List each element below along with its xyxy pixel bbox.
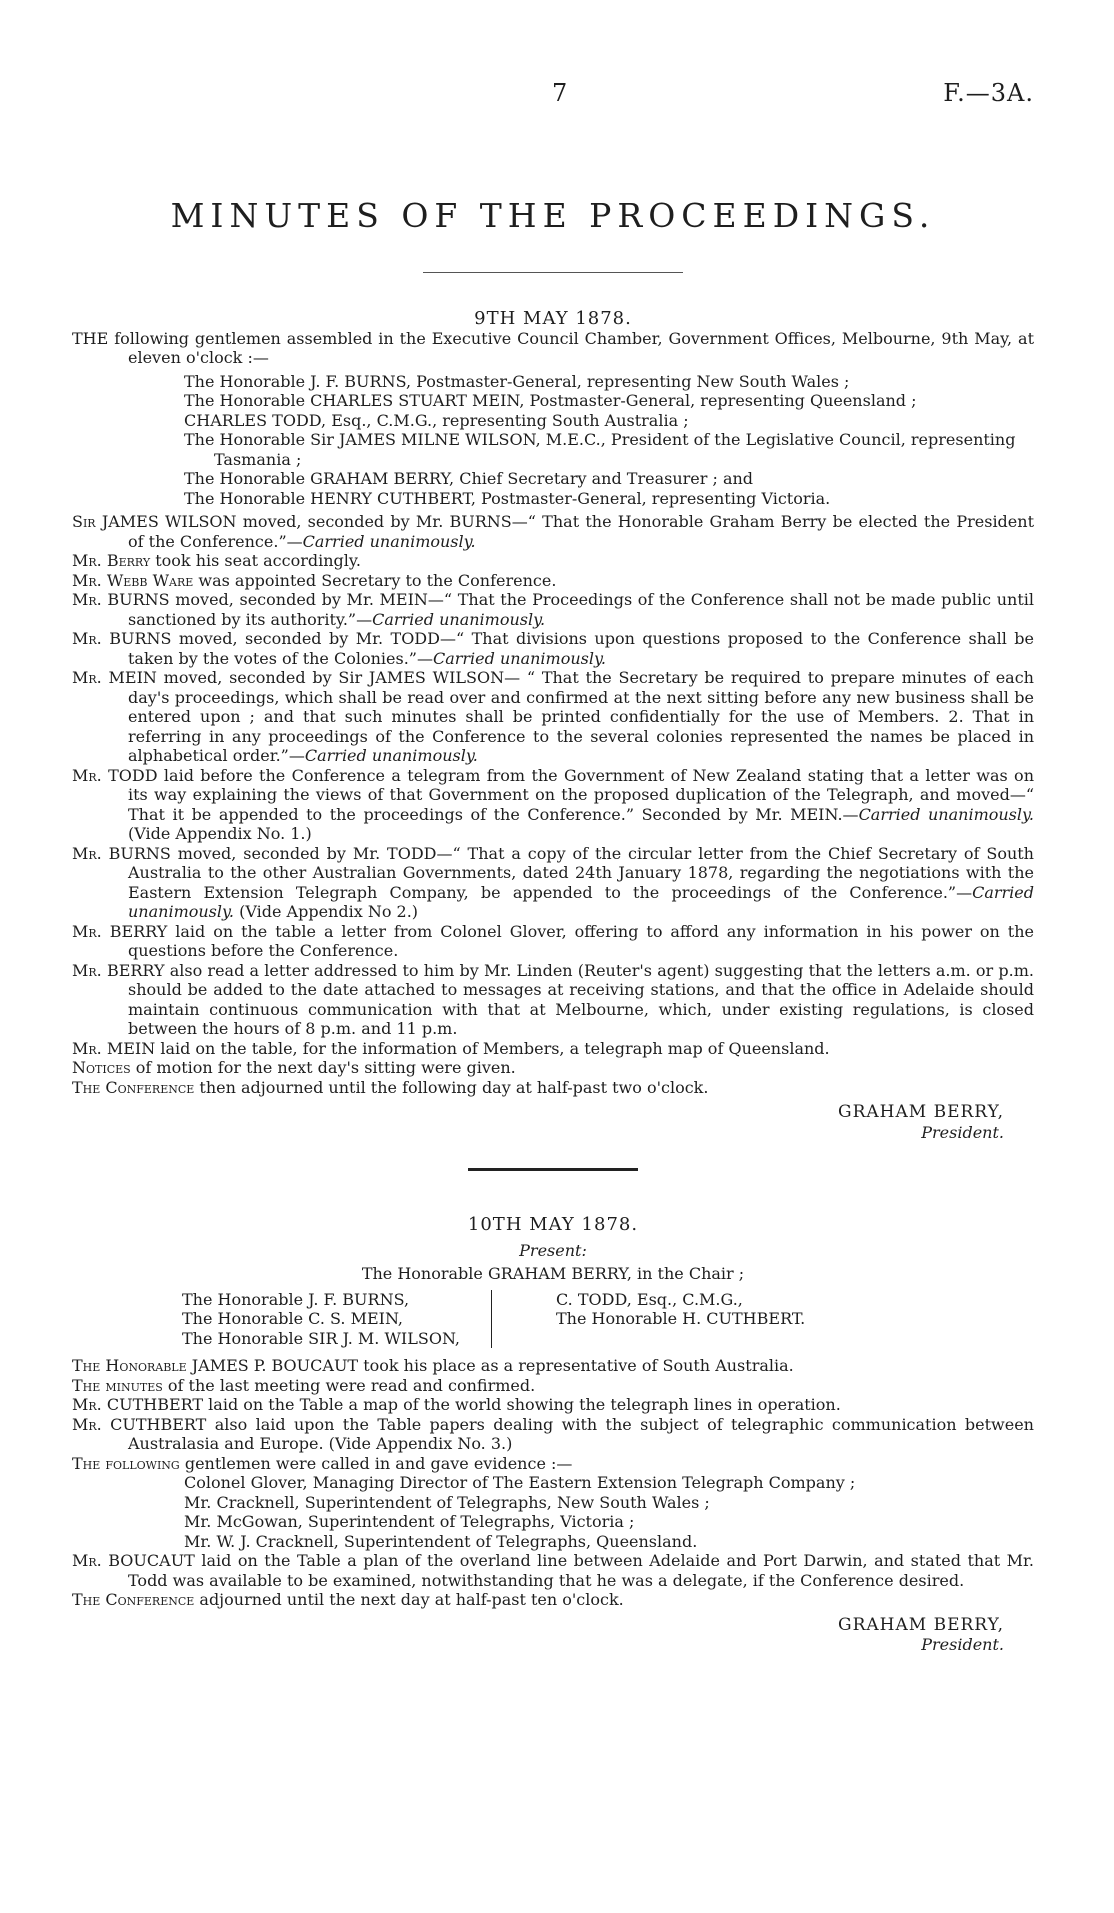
- minute-text: laid before the Conference a telegram from the Government of New Zealand stating that a letter was on its way explaining the views of that Government on the proposed duplication of the Telegraph, and moved—“ That it be appended to the proceedings of the Conference.” Seconded by Mr. MEIN.—: [128, 765, 1034, 824]
- witness-item: Mr. Cracknell, Superintendent of Telegraphs, New South Wales ;: [184, 1492, 710, 1512]
- minute-lead: Mr. MEIN: [72, 668, 157, 687]
- minute-resolution: Carried unanimously.: [302, 531, 476, 551]
- attendee-item: CHARLES TODD, Esq., C.M.G., representing South Australia ;: [184, 410, 689, 430]
- minute-resolution: Carried unanimously.: [372, 609, 546, 629]
- day-one-signature: [72, 1103, 1034, 1142]
- minute-item: [72, 1078, 1034, 1098]
- present-heading: Present:: [519, 1240, 587, 1260]
- minute-text: laid on the Table a map of the world showing the telegraph lines in operation.: [203, 1395, 841, 1414]
- minute-item: [72, 844, 1034, 922]
- minute-text: took his seat accordingly.: [150, 551, 361, 570]
- day-two-minute-items: [72, 1356, 1034, 1473]
- minute-item: [72, 1058, 1034, 1078]
- witness-list: [72, 1473, 1034, 1551]
- signature-title: President.: [921, 1635, 1004, 1654]
- minute-text: then adjourned until the following day at half-past two o'clock.: [194, 1077, 709, 1097]
- minute-lead: Mr. BOUCAUT: [72, 1551, 195, 1570]
- present-members: [72, 1290, 1034, 1349]
- day-divider: [468, 1168, 638, 1171]
- present-member: The Honorable C. S. MEIN,: [182, 1309, 404, 1328]
- minute-lead: Mr. BERRY: [72, 921, 168, 941]
- minute-item: [72, 512, 1034, 551]
- minute-lead: Mr. Berry: [72, 551, 151, 570]
- minute-lead: Mr. BURNS: [72, 843, 171, 863]
- minute-lead: The following: [72, 1453, 180, 1473]
- minute-lead: Mr. BURNS: [72, 629, 172, 648]
- minute-lead: Mr. MEIN: [72, 1038, 156, 1058]
- minute-lead: The minutes: [72, 1375, 163, 1395]
- minute-lead: Mr. BURNS: [72, 590, 170, 609]
- minute-lead: Mr. TODD: [72, 765, 158, 785]
- attendee-item: The Honorable CHARLES STUART MEIN, Postmaster-General, representing Queensland ;: [184, 391, 917, 410]
- signature-name: GRAHAM BERRY,: [838, 1102, 1004, 1122]
- present-member: The Honorable SIR J. M. WILSON,: [182, 1328, 460, 1348]
- minute-lead: The Honorable JAMES P. BOUCAUT: [72, 1356, 359, 1375]
- minute-item: [72, 1551, 1034, 1590]
- day-one-minute-items: [72, 512, 1034, 1097]
- minute-text: also read a letter addressed to him by Mr. Linden (Reuter's agent) suggesting that the letters a.m. or p.m. should be added to the date attached to messages at receiving stations, and that the office in Adelaide should maintain continuous communication with that at Melbourne, which, under existing regulations, is closed between the hours of 8 p.m. and 11 p.m.: [128, 960, 1034, 1038]
- minute-lead: Sir JAMES WILSON: [72, 512, 237, 531]
- minute-text: took his place as a representative of South Australia.: [358, 1356, 794, 1375]
- signature-name: GRAHAM BERRY,: [838, 1614, 1004, 1635]
- minute-text: moved, seconded by Sir JAMES WILSON— “ That the Secretary be required to prepare minutes of each day's proceedings, which shall be read over and confirmed at the next sitting before any new business shall be entered upon ; and that such minutes shall be printed confidentially for the use of Members. 2. That in referring in any proceedings of the Conference to the several colonies represented the names be placed in alphabetical order.”—: [128, 668, 1034, 765]
- intro-lead: THE: [72, 328, 109, 348]
- attendee-list: [72, 372, 1034, 509]
- attendee-item: The Honorable Sir JAMES MILNE WILSON, M.E.C., President of the Legislative Council, representing Tasmania ;: [184, 430, 1016, 469]
- minute-text: laid on the table a letter from Colonel Glover, offering to afford any information in his power on the questions before the Conference.: [128, 921, 1034, 960]
- minute-text: of the last meeting were read and confirmed.: [162, 1375, 536, 1395]
- day-one-minutes: [72, 309, 1034, 1142]
- minute-item: [72, 1376, 1034, 1396]
- minute-item: [72, 1395, 1034, 1415]
- day-two-minutes: [72, 1215, 1034, 1655]
- attendee-item: The Honorable HENRY CUTHBERT, Postmaster-General, representing Victoria.: [184, 488, 831, 508]
- intro-text: following gentlemen assembled in the Executive Council Chamber, Government Offices, Melbourne, 9th May, at eleven o'clock :—: [108, 328, 1034, 367]
- minute-item: [72, 1356, 1034, 1376]
- day-one-date: 9TH MAY 1878.: [474, 308, 632, 329]
- minute-text: moved, seconded by Mr. BURNS—“ That the Honorable Graham Berry be elected the President of the Conference.”—: [128, 512, 1035, 551]
- minute-reference: (Vide Appendix No. 1.): [128, 824, 312, 843]
- signature-title: President.: [921, 1122, 1004, 1142]
- minute-text: moved, seconded by Mr. MEIN—“ That the Proceedings of the Conference shall not be made public until sanctioned by its authority.”—: [128, 590, 1034, 629]
- minute-lead: Mr. BERRY: [72, 960, 165, 980]
- minute-lead: Mr. CUTHBERT: [72, 1395, 204, 1414]
- document-reference: F.—3A.: [943, 79, 1034, 107]
- minute-lead: The Conference: [72, 1077, 195, 1097]
- minute-item: [72, 551, 1034, 571]
- minute-text: was appointed Secretary to the Conference.: [193, 570, 557, 590]
- minute-lead: Mr. Webb Ware: [72, 570, 194, 590]
- day-two-closing-items: [72, 1551, 1034, 1610]
- page-number: 7: [552, 79, 568, 107]
- chair-line: The Honorable GRAHAM BERRY, in the Chair ;: [361, 1264, 745, 1283]
- witness-item: Mr. W. J. Cracknell, Superintendent of Telegraphs, Queensland.: [184, 1531, 698, 1551]
- witness-item: Mr. McGowan, Superintendent of Telegraphs, Victoria ;: [184, 1512, 635, 1531]
- minute-item: [72, 961, 1034, 1039]
- minute-item: [72, 571, 1034, 591]
- intro-paragraph: [72, 329, 1034, 368]
- minute-lead: The Conference: [72, 1590, 195, 1609]
- minute-item: [72, 1590, 1034, 1610]
- minute-item: [72, 1415, 1034, 1454]
- witness-item: Colonel Glover, Managing Director of The Eastern Extension Telegraph Company ;: [184, 1473, 856, 1492]
- minute-item: [72, 629, 1034, 668]
- minute-item: [72, 766, 1034, 844]
- minute-text: moved, seconded by Mr. TODD—“ That a copy of the circular letter from the Chief Secretary of South Australia to the other Australian Governments, dated 24th January 1878, regarding the negotiations with the Eastern Extension Telegraph Company, be appended to the proceedings of the Conference.”—: [128, 843, 1034, 902]
- minute-reference: (Vide Appendix No 2.): [234, 902, 419, 921]
- minute-lead: Notices: [72, 1058, 131, 1077]
- minute-item: [72, 1454, 1034, 1474]
- minute-text: moved, seconded by Mr. TODD—“ That divisions upon questions proposed to the Conference shall be taken by the votes of the Colonies.”—: [128, 629, 1034, 668]
- page-title: MINUTES OF THE PROCEEDINGS.: [170, 196, 936, 235]
- minute-lead: Mr. CUTHBERT: [72, 1414, 207, 1434]
- attendee-item: The Honorable GRAHAM BERRY, Chief Secretary and Treasurer ; and: [184, 469, 754, 488]
- minute-resolution: Carried unanimously.: [128, 882, 1034, 921]
- minute-reference: (Vide Appendix No. 3.): [323, 1434, 513, 1453]
- present-member: The Honorable H. CUTHBERT.: [556, 1309, 806, 1328]
- minute-text: laid on the table, for the information of Members, a telegraph map of Queensland.: [155, 1038, 830, 1058]
- minute-text: of motion for the next day's sitting were given.: [130, 1058, 516, 1077]
- present-member: The Honorable J. F. BURNS,: [182, 1289, 410, 1309]
- attendee-item: The Honorable J. F. BURNS, Postmaster-General, representing New South Wales ;: [184, 371, 850, 391]
- day-two-signature: [72, 1616, 1034, 1655]
- page-header: [72, 79, 1034, 124]
- minute-text: gentlemen were called in and gave evidence :—: [179, 1453, 573, 1473]
- minute-resolution: Carried unanimously.: [432, 648, 606, 668]
- title-divider: [423, 272, 683, 273]
- minute-item: [72, 922, 1034, 961]
- minute-resolution: Carried unanimously.: [858, 804, 1035, 824]
- minute-resolution: Carried unanimously.: [304, 746, 478, 765]
- minute-text: laid on the Table a plan of the overland line between Adelaide and Port Darwin, and stated that Mr. Todd was available to be examined, notwithstanding that he was a delegate, if the Conference desired.: [128, 1551, 1035, 1590]
- minute-item: [72, 1039, 1034, 1059]
- minute-item: [72, 590, 1034, 629]
- minute-text: also laid upon the Table papers dealing with the subject of telegraphic communication between Australasia and Europe.: [128, 1414, 1034, 1453]
- minute-item: [72, 668, 1034, 766]
- present-column-right: [492, 1290, 805, 1349]
- present-member: C. TODD, Esq., C.M.G.,: [556, 1289, 743, 1309]
- present-column-left: [72, 1290, 492, 1349]
- minute-text: adjourned until the next day at half-past ten o'clock.: [194, 1590, 624, 1609]
- day-two-date: 10TH MAY 1878.: [467, 1214, 639, 1235]
